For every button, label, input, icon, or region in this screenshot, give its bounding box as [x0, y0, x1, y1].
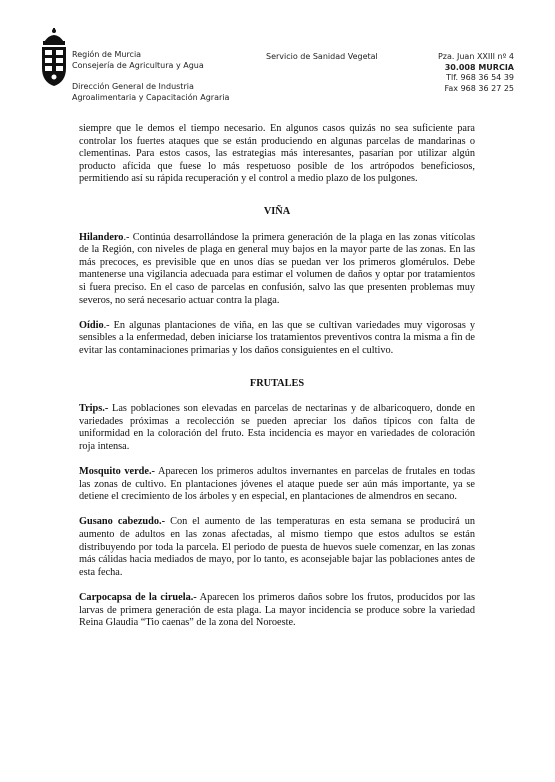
entry-hilandero — [79, 232, 475, 308]
entry-term: Hilandero — [79, 231, 124, 243]
org-directorate-cont: Agroalimentaria y Capacitación Agraria — [72, 92, 230, 102]
entry-text: Con el aumento de las temperaturas en esta semana se producirá un aumento de adultos en las zonas afectadas, al mismo tiempo que estos adultos se están distribuyendo por toda la parcela. El periodo de puesta de huevos suele comenzar, en las zonas más cálidas hacia mediados de mayo, por lo tanto, es aconsejable bajar las poblaciones antes de esta fecha. — [79, 516, 475, 578]
contact-phone: Tlf. 968 36 54 39 — [446, 73, 514, 82]
entry-text: Aparecen los primeros daños sobre los frutos, producidos por las larvas de primera generación de esta plaga. La mayor incidencia se produce sobre la variedad Reina Glaudia “Tio caenas” de la zona del Noroeste. — [79, 592, 475, 629]
entry-term: Trips.- — [79, 403, 109, 415]
entry-carpocapsa — [79, 592, 475, 630]
entry-term: Oídio — [79, 319, 104, 331]
document-body — [79, 123, 475, 642]
entry-text: .- Continúa desarrollándose la primera generación de la plaga en las zonas vitícolas de la Región, con niveles de plaga en general muy bajos en la mayor parte de las zonas. En las más precoces, es previsible que en unos días se puedan ver los primeros glomérulos. Debe mantenerse una vigilancia adecuada para estimar el volumen de daños y optar por tratamientos si fuera preciso. En el caso de parcelas en confusión, salvo las que presenten problemas muy severos, no será necesario actuar contra la plaga. — [79, 231, 475, 306]
header-organization — [72, 50, 272, 103]
entry-text: .- En algunas plantaciones de viña, en las que se cultivan variedades muy vigorosas y sensibles a la enfermedad, deben iniciarse los tratamientos preventivos contra la misma a fin de evitar las contaminaciones primarias y los daños consiguientes en el cultivo. — [79, 319, 475, 356]
contact-fax: Fax 968 36 27 25 — [444, 83, 514, 93]
entry-term: Gusano cabezudo.- — [79, 516, 166, 528]
intro-paragraph: siempre que le demos el tiempo necesario. En algunos casos quizás no sea suficiente para controlar los fuertes ataques que se están produciendo en algunas parcelas de mandarinas o clementinas. Para estos casos, las estrategias más interesantes, pasarían por utilizar algún producto afícida que fuese lo más respetuoso posible de los artrópodos beneficiosos, permitiendo así su rápida recuperación y el control a medio plazo de los pulgones. — [79, 123, 475, 185]
contact-address: Pza. Juan XXIII nº 4 — [437, 52, 514, 61]
org-directorate: Dirección General de Industria — [72, 82, 194, 91]
entry-term: Carpocapsa de la ciruela.- — [79, 592, 197, 603]
header-contact — [438, 52, 514, 94]
section-title-frutales: FRUTALES — [249, 377, 305, 389]
org-region: Región de Murcia — [72, 50, 142, 59]
entry-trips — [79, 403, 475, 453]
region-coat-of-arms-icon — [38, 28, 70, 88]
contact-city: 30.008 MURCIA — [444, 62, 514, 72]
entry-text: Aparecen los primeros adultos invernantes en parcelas de frutales en todas las zonas de cultivo. En plantaciones jóvenes el ataque puede ser aún más importante, ya se detiene el crecimiento de los árboles y en especial, en plantaciones de almendros en secano. — [79, 466, 475, 503]
entry-term: Mosquito verde.- — [79, 466, 155, 478]
entry-oidio — [79, 320, 475, 358]
entry-gusano-cabezudo — [79, 516, 475, 579]
entry-text: Las poblaciones son elevadas en parcelas de nectarinas y de albaricoquero, donde en variedades próximas a recolección se pueden apreciar los daños típicos con falta de uniformidad en la coloración del fruto. Esta incidencia es mayor en variedades de coloración roja intensa. — [79, 403, 475, 452]
entry-mosquito-verde — [79, 466, 475, 504]
section-title-vina: VIÑA — [263, 205, 291, 217]
org-ministry: Consejería de Agricultura y Agua — [72, 60, 204, 70]
header-service: Servicio de Sanidad Vegetal — [266, 52, 378, 61]
